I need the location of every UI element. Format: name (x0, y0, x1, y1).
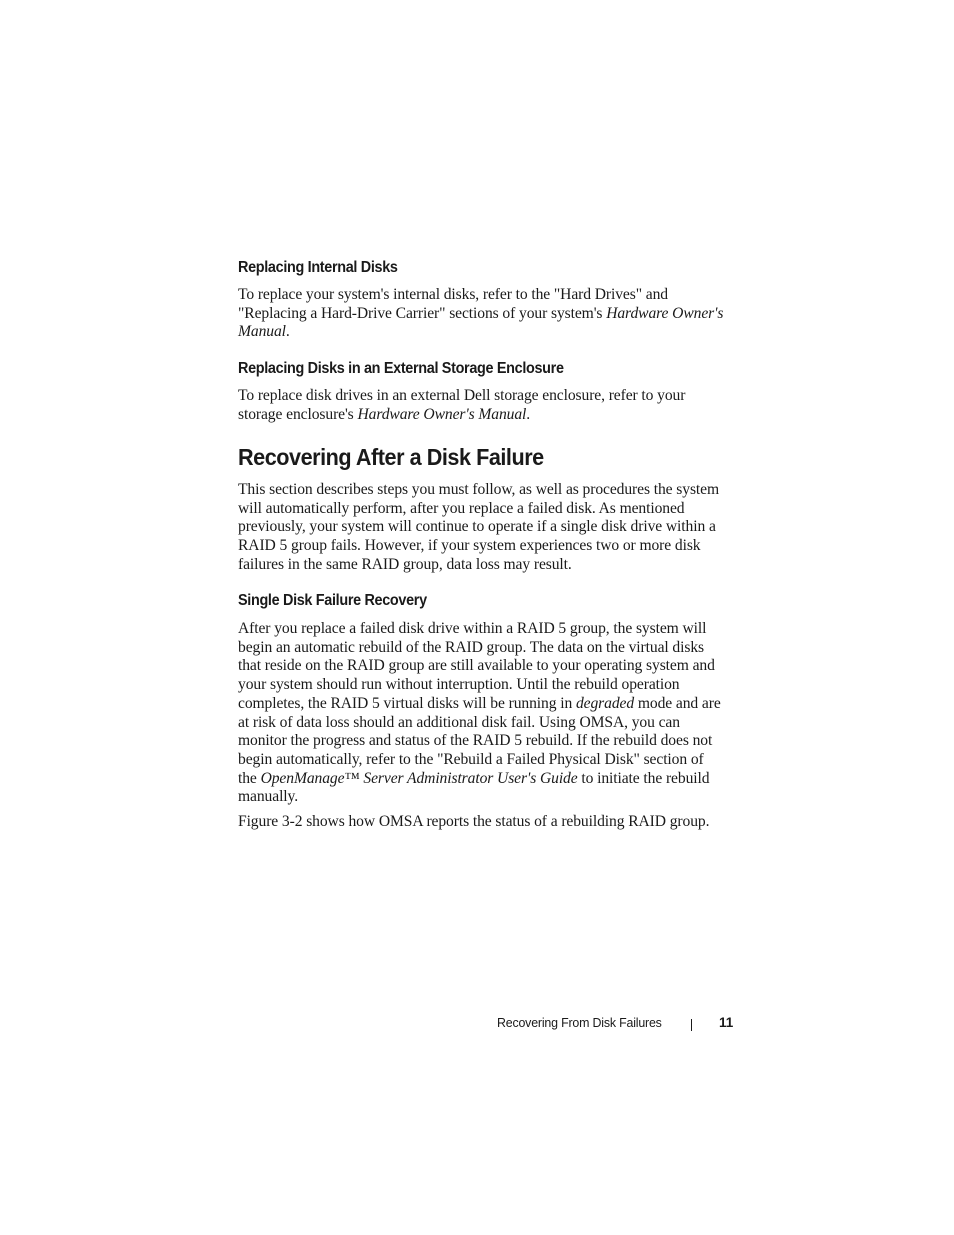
paragraph-single-disk-recovery (238, 620, 738, 807)
text-line: To replace disk drives in an external Dell storage enclosure, refer to your (238, 387, 686, 404)
text-line: RAID 5 group fails. However, if your system experiences two or more disk (238, 537, 701, 555)
text-line: monitor the progress and status of the RAID 5 rebuild. If the rebuild does not (238, 732, 713, 750)
paragraph-replacing-internal-disks (238, 286, 738, 342)
text-line: After you replace a failed disk drive within a RAID 5 group, the system will (238, 620, 707, 637)
text-line: completes, the RAID 5 virtual disks will be running in degraded mode and are (238, 694, 721, 712)
page-footer (0, 1015, 954, 1035)
paragraph-recovering-intro (238, 481, 738, 575)
text-line: begin automatically, refer to the "Rebuild a Failed Physical Disk" section of (238, 750, 704, 768)
text-line: the OpenManage™ Server Administrator User's Guide to initiate the rebuild (238, 769, 710, 787)
text-line: begin an automatic rebuild of the RAID group. The data on the virtual disks (238, 638, 704, 656)
heading-replacing-internal-disks: Replacing Internal Disks (238, 259, 398, 276)
text-line: "Replacing a Hard-Drive Carrier" sections of your system's Hardware Owner's (238, 304, 724, 322)
text-line: that reside on the RAID group are still available to your operating system and (238, 657, 715, 675)
text-line: previously, your system will continue to operate if a single disk drive within a (238, 518, 716, 536)
text-line: will automatically perform, after you replace a failed disk. As mentioned (238, 499, 685, 517)
text-line: manually. (238, 788, 299, 806)
text-line: To replace your system's internal disks, refer to the "Hard Drives" and (238, 286, 668, 303)
text-line: Manual. (238, 323, 290, 341)
page-number: 11 (719, 1015, 734, 1030)
text-line: at risk of data loss should an additional disk fail. Using OMSA, you can (238, 713, 680, 731)
text-line: failures in the same RAID group, data loss may result. (238, 555, 572, 573)
footer-separator (691, 1019, 692, 1031)
heading-replacing-external-disks: Replacing Disks in an External Storage Enclosure (238, 360, 564, 377)
text-line: your system should run without interruption. Until the rebuild operation (238, 676, 680, 694)
text-line: storage enclosure's Hardware Owner's Manual. (238, 405, 531, 423)
text-line: This section describes steps you must follow, as well as procedures the system (238, 481, 719, 498)
heading-single-disk-failure-recovery: Single Disk Failure Recovery (238, 592, 427, 609)
footer-chapter-title: Recovering From Disk Failures (497, 1015, 662, 1030)
paragraph-figure-reference: Figure 3-2 shows how OMSA reports the status of a rebuilding RAID group. (238, 813, 710, 830)
paragraph-replacing-external-disks (238, 387, 738, 424)
heading-recovering-after-disk-failure: Recovering After a Disk Failure (238, 444, 544, 470)
